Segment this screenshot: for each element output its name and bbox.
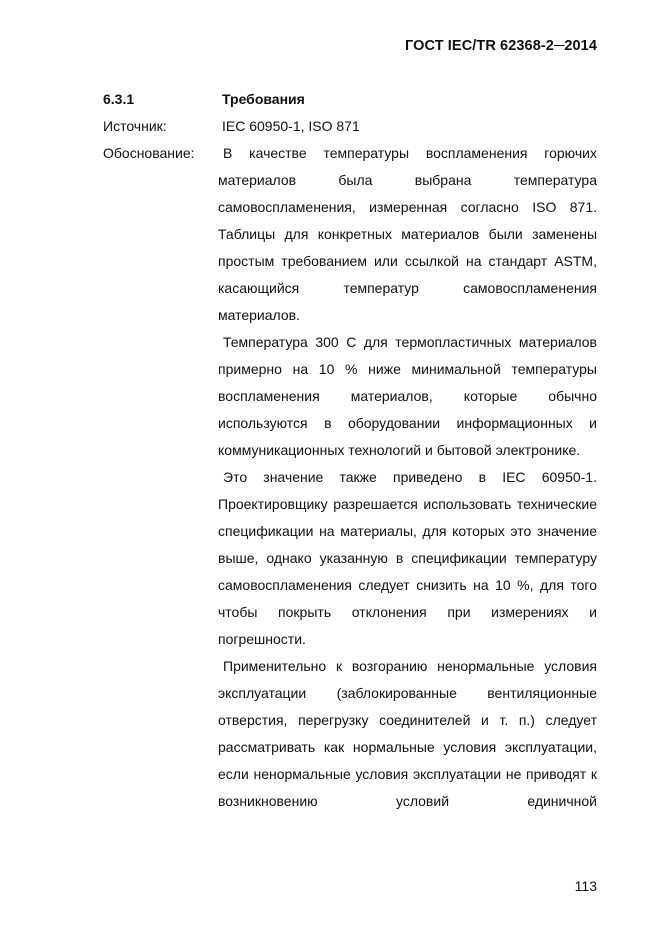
- rationale-paragraph: В качестве температуры воспламенения горючих материалов была выбрана температура самовоспламенения, измеренная согласно ISO 871. Таблицы для конкретных материалов были заменены простым требованием или ссылкой на стандарт ASTM, касающийся температур самовоспламенения материалов.: [218, 145, 597, 323]
- rationale-paragraph: Применительно к возгоранию ненормальные условия эксплуатации (заблокированные вентиляционные отверстия, перегрузку соединителей и т. п.) следует рассматривать как нормальные условия эксплуатации, если ненормальные условия эксплуатации не приводят к возникновению условий единичной: [218, 658, 597, 809]
- rationale-body: [218, 140, 597, 815]
- page-number: 113: [574, 878, 597, 894]
- rationale-paragraph: Температура 300 С для термопластичных материалов примерно на 10 % ниже минимальной температуры воспламенения материалов, которые обычно используются в оборудовании информационных и коммуникационных технологий и бытовой электронике.: [218, 334, 597, 458]
- source-label: Источник:: [103, 118, 167, 134]
- section-number: 6.3.1: [103, 91, 135, 107]
- rationale-paragraph: Это значение также приведено в IEC 60950-1. Проектировщику разрешается использовать технические спецификации на материалы, для которых это значение выше, однако указанную в спецификации температуру самовоспламенения следует снизить на 10 %, для того чтобы покрыть отклонения при измерениях и погрешности.: [218, 469, 597, 647]
- rationale-label: Обоснование:: [103, 145, 195, 161]
- document-header-standard-id: ГОСТ IEC/TR 62368-2─2014: [404, 38, 597, 54]
- source-value: IEC 60950-1, ISO 871: [222, 118, 360, 134]
- section-title: Требования: [222, 91, 305, 107]
